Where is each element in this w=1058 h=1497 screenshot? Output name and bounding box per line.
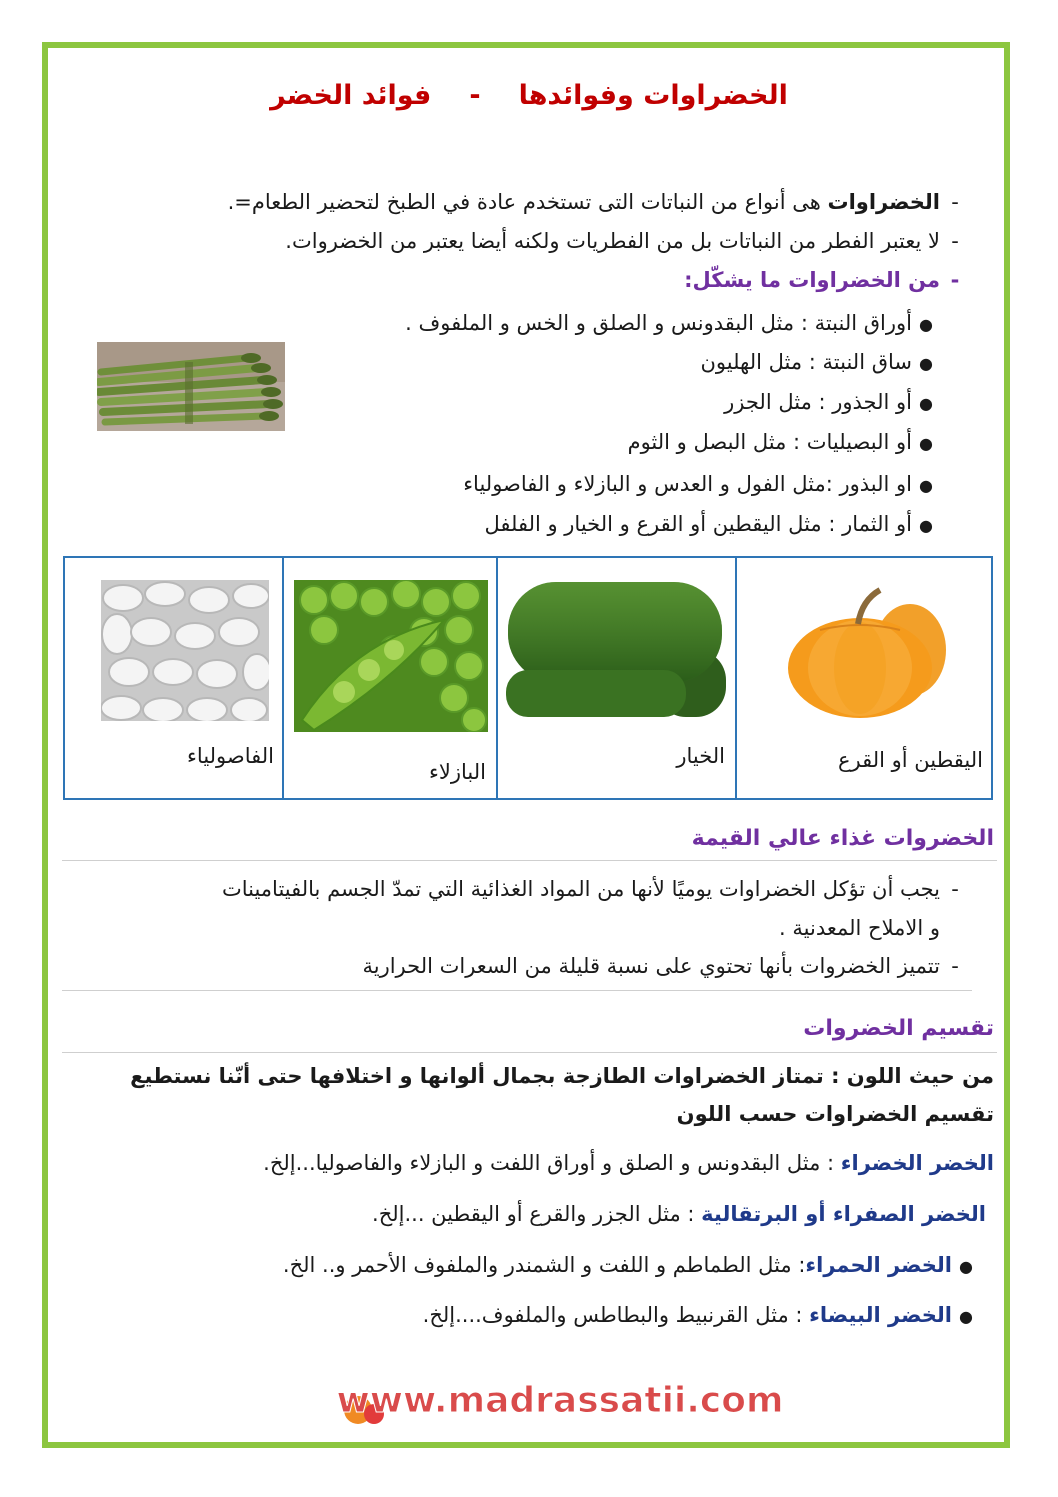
intro-subheading: -من الخضراوات ما يشكّل: <box>684 268 960 292</box>
value-line-1: -يجب أن تؤكل الخضراوات يوميًا لأنها من المواد الغذائية التي تمدّ الجسم بالفيتامينات <box>221 877 959 901</box>
section-division-title: تقسيم الخضروات <box>803 1016 994 1041</box>
website-logo <box>330 1374 790 1426</box>
division-white: ●الخضر البيضاء : مثل القرنبيط والبطاطس والملفوف....إلخ. <box>422 1303 973 1327</box>
section-value-title: الخضروات غذاء عالي القيمة <box>691 826 994 851</box>
caption-cucumber: الخيار <box>676 744 725 768</box>
asparagus-image <box>97 342 285 431</box>
division-green: الخضر الخضراء : مثل البقدونس و الصلق و أوراق اللفت و البازلاء والفاصوليا...إلخ. <box>263 1151 994 1175</box>
intro-line-1: -الخضراوات هى أنواع من النباتات التى تستخدم عادة في الطبخ لتحضير الطعام=. <box>227 190 959 214</box>
division-yellow: الخضر الصفراء أو البرتقالية : مثل الجزر والقرع أو اليقطين ...إلخ. <box>372 1202 986 1226</box>
section-divider <box>62 1052 997 1053</box>
section-divider <box>62 860 997 861</box>
division-red: ●الخضر الحمراء: مثل الطماطم و اللفت و الشمندر والملفوف الأحمر و.. الخ. <box>282 1253 973 1277</box>
list-item: ●أو البصيليات : مثل البصل و الثوم <box>627 430 933 454</box>
page-title <box>0 80 1058 111</box>
list-item: ●أو الثمار : مثل اليقطين أو القرع و الخيار و الفلفل <box>484 512 933 536</box>
title-part2: فوائد الخضر <box>270 80 432 111</box>
gallery-cell-peas <box>282 558 496 798</box>
intro-line-2: -لا يعتبر الفطر من النباتات بل من الفطريات ولكنه أيضا يعتبر من الخضروات. <box>285 229 959 253</box>
title-part1: الخضراوات وفوائدها <box>518 80 788 111</box>
gallery-cell-beans <box>65 558 282 798</box>
value-line-2: -تتميز الخضروات بأنها تحتوي على نسبة قليلة من السعرات الحرارية <box>362 954 959 978</box>
title-separator: - <box>469 80 481 111</box>
division-lead-1: من حيث اللون : تمتاز الخضراوات الطازجة بجمال ألوانها و اختلافها حتى أنّنا نستطيع <box>130 1064 994 1088</box>
svg-text:www.madrassatii.com: www.madrassatii.com <box>336 1380 784 1421</box>
peas-image <box>294 580 488 732</box>
beans-image <box>101 580 269 721</box>
list-item: ●أوراق النبتة : مثل البقدونس و الصلق و الخس و الملفوف . <box>405 311 933 335</box>
list-item: ●او البذور :مثل الفول و العدس و البازلاء و الفاصولياء <box>463 472 933 496</box>
division-lead-2: تقسيم الخضراوات حسب اللون <box>676 1102 994 1126</box>
cucumber-image <box>506 580 726 717</box>
gallery-cell-cucumber <box>496 558 735 798</box>
caption-beans: الفاصولياء <box>187 744 274 768</box>
list-item: ●أو الجذور : مثل الجزر <box>724 390 933 414</box>
caption-pumpkin: اليقطين أو القرع <box>837 748 983 772</box>
pumpkin-image <box>780 580 948 722</box>
list-item: ●ساق النبتة : مثل الهليون <box>700 350 933 374</box>
caption-peas: البازلاء <box>429 760 486 784</box>
gallery-cell-pumpkin <box>735 558 991 798</box>
vegetable-gallery <box>63 556 993 800</box>
value-line-1b: و الاملاح المعدنية . <box>779 916 940 940</box>
section-divider <box>62 990 972 991</box>
